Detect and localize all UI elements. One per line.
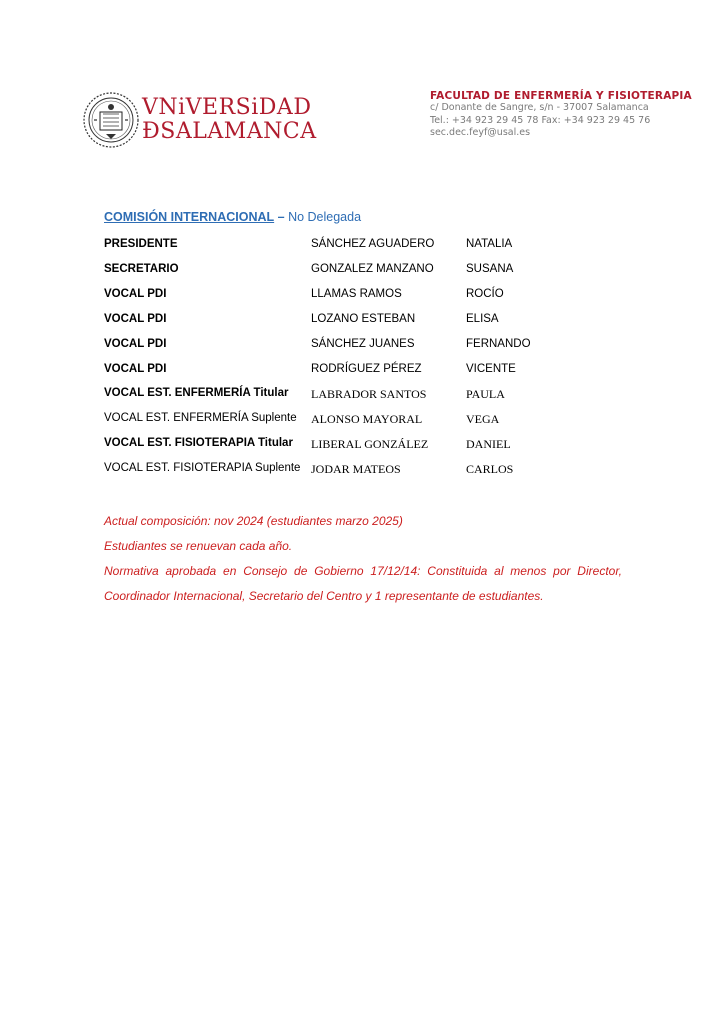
member-surname: GONZALEZ MANZANO (311, 263, 434, 275)
member-surname: RODRÍGUEZ PÉREZ (311, 363, 422, 375)
member-row (104, 412, 624, 432)
member-row (104, 462, 624, 482)
member-role: VOCAL PDI (104, 338, 167, 350)
member-role: VOCAL EST. ENFERMERÍA Suplente (104, 412, 297, 424)
member-name: CARLOS (466, 462, 514, 476)
faculty-contact-block (430, 90, 692, 140)
university-logo (82, 90, 317, 152)
member-name: FERNANDO (466, 338, 531, 350)
member-surname: ALONSO MAYORAL (311, 412, 423, 426)
member-row (104, 313, 624, 333)
member-row (104, 437, 624, 457)
member-role: VOCAL EST. FISIOTERAPIA Titular (104, 437, 293, 449)
member-role: VOCAL EST. ENFERMERÍA Titular (104, 387, 289, 399)
member-role: VOCAL PDI (104, 363, 167, 375)
faculty-email: sec.dec.feyf@usal.es (430, 127, 531, 138)
member-role: PRESIDENTE (104, 238, 178, 250)
member-row (104, 363, 624, 383)
member-role: VOCAL PDI (104, 313, 167, 325)
commission-subtitle: No Delegada (288, 210, 362, 224)
faculty-name: FACULTAD DE ENFERMERÍA Y FISIOTERAPIA (430, 90, 692, 102)
note-regulation: Normativa aprobada en Consejo de Gobierno 17/12/14: Constituida al menos por Director, (104, 564, 622, 578)
member-role: VOCAL EST. FISIOTERAPIA Suplente (104, 462, 301, 474)
composition-notes (104, 514, 622, 614)
member-surname: SÁNCHEZ AGUADERO (311, 238, 435, 250)
member-row (104, 263, 624, 283)
faculty-address: c/ Donante de Sangre, s/n - 37007 Salamanca (430, 102, 649, 113)
note-regulation-continued: Coordinador Internacional, Secretario del Centro y 1 representante de estudiantes. (104, 589, 544, 603)
commission-dash: – (277, 210, 285, 224)
member-row (104, 338, 624, 358)
member-surname: LLAMAS RAMOS (311, 288, 402, 300)
commission-title: COMISIÓN INTERNACIONAL (104, 210, 275, 224)
member-role: VOCAL PDI (104, 288, 167, 300)
member-row (104, 387, 624, 407)
member-surname: LOZANO ESTEBAN (311, 313, 416, 325)
member-name: PAULA (466, 387, 505, 401)
university-name-line2: ÐSALAMANCA (142, 119, 317, 144)
member-name: VICENTE (466, 363, 516, 375)
member-surname: SÁNCHEZ JUANES (311, 338, 415, 350)
note-student-renewal: Estudiantes se renuevan cada año. (104, 539, 293, 553)
member-role: SECRETARIO (104, 263, 179, 275)
member-name: SUSANA (466, 263, 514, 275)
faculty-phone-fax: Tel.: +34 923 29 45 78 Fax: +34 923 29 45 76 (430, 114, 651, 126)
commission-heading (104, 210, 361, 224)
member-name: ELISA (466, 313, 499, 325)
member-row (104, 288, 624, 308)
university-seal-icon (82, 90, 140, 150)
member-name: ROCÍO (466, 288, 504, 300)
member-surname: LIBERAL GONZÁLEZ (311, 437, 429, 451)
member-name: NATALIA (466, 238, 513, 250)
university-wordmark (142, 96, 317, 144)
university-name-line1: VNiVERSiDAD (142, 95, 312, 120)
member-surname: LABRADOR SANTOS (311, 387, 427, 401)
note-current-composition: Actual composición: nov 2024 (estudiantes marzo 2025) (104, 514, 403, 528)
member-name: DANIEL (466, 437, 511, 451)
member-name: VEGA (466, 412, 500, 426)
member-surname: JODAR MATEOS (311, 462, 401, 476)
member-row (104, 238, 624, 258)
